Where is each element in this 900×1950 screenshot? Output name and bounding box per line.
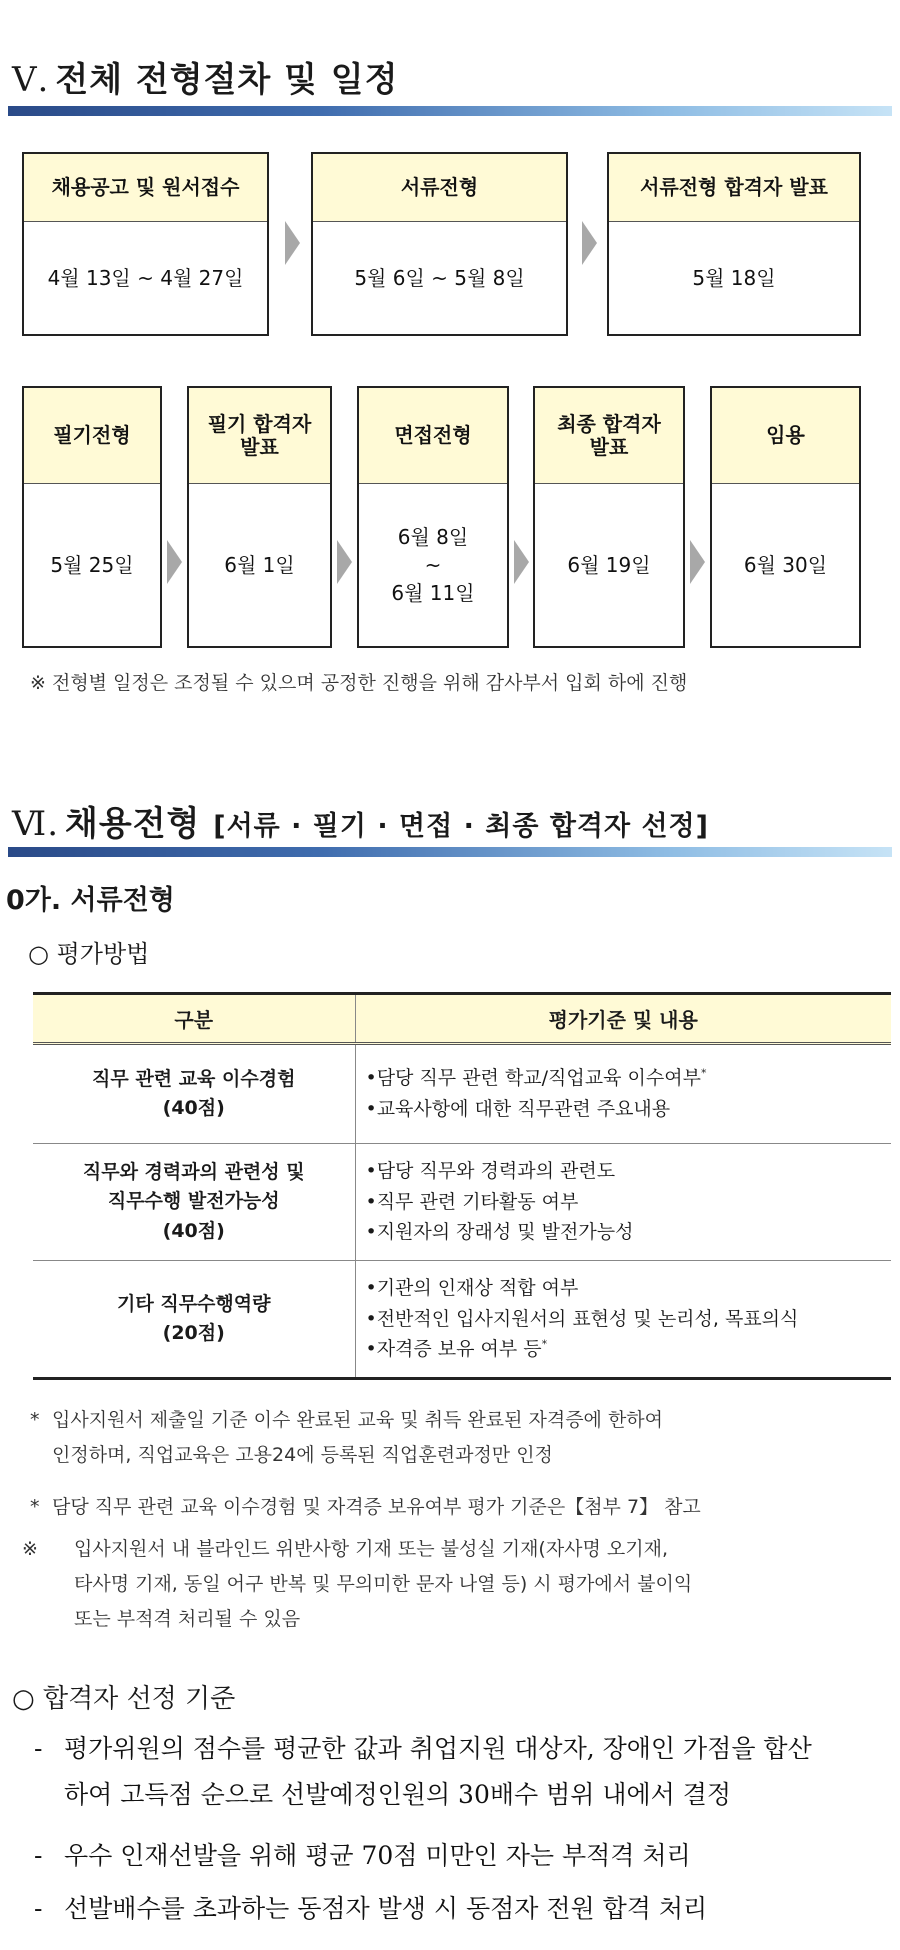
category-line: 기타 직무수행역량: [117, 1292, 271, 1315]
selection-criteria-label: ○ 합격자 선정 기준: [12, 1684, 236, 1714]
item-line: •교육사항에 대한 직무관련 주요내용: [365, 1098, 671, 1120]
arrow-right-icon: [167, 540, 182, 584]
process-step-date: 6월 30일: [743, 553, 828, 577]
footnote-line: 또는 부적격 처리될 수 있음: [74, 1607, 301, 1630]
process-step-date: 5월 18일: [692, 266, 776, 290]
table-row: [33, 1044, 891, 1144]
category-line: (20점): [162, 1322, 225, 1344]
evaluation-method-label: ○ 평가방법: [28, 940, 150, 968]
section-6-number: Ⅵ.: [12, 804, 60, 844]
process-step-date: [359, 484, 507, 646]
item-line: •지원자의 장래성 및 발전가능성: [365, 1221, 634, 1244]
table-row: [33, 1261, 891, 1379]
category-line: (40점): [162, 1097, 225, 1119]
criteria-mark: -: [34, 1894, 43, 1923]
section-5-title: [12, 52, 398, 101]
footnote-line: 입사지원서 내 블라인드 위반사항 기재 또는 불성실 기재(자사명 오기재,: [74, 1538, 669, 1560]
footnote-mark: *: [30, 1409, 40, 1431]
item-line: •담당 직무와 경력과의 관련도: [365, 1159, 616, 1182]
table-header-row: [33, 994, 891, 1044]
process-step-header: [712, 388, 859, 484]
footnote-mark: *: [30, 1496, 40, 1518]
footnote-mark: ※: [22, 1538, 38, 1560]
process-step-appointment: [710, 386, 861, 648]
criteria-line: 선발배수를 초과하는 동점자 발생 시 동점자 전원 합격 처리: [64, 1894, 708, 1923]
process-step-final-result: [533, 386, 685, 648]
category-line: 직무와 경력과의 관련성 및: [82, 1160, 305, 1183]
asterisk-mark: *: [541, 1338, 548, 1352]
process-step-document-screening: [311, 152, 568, 336]
section-6-title-text: 채용전형: [65, 804, 201, 844]
section-6-subtitle: [서류 · 필기 · 면접 · 최종 합격자 선정]: [213, 811, 709, 842]
date-line: 6월 8일: [397, 525, 469, 549]
date-line: 6월 11일: [391, 581, 475, 605]
asterisk-mark: *: [700, 1066, 707, 1080]
process-step-header: 서류전형 합격자 발표: [609, 154, 859, 222]
item-line: •직무 관련 기타활동 여부: [365, 1190, 579, 1213]
header-line: 필기 합격자: [207, 411, 312, 436]
process-step-written-result: [187, 386, 332, 648]
criteria-line: 하여 고득점 순으로 선발예정인원의 30배수 범위 내에서 결정: [64, 1780, 732, 1809]
arrow-right-icon: [582, 221, 597, 265]
footnote-line: 담당 직무 관련 교육 이수경험 및 자격증 보유여부 평가 기준은【첨부 7】 참고: [52, 1496, 701, 1518]
process-step-header: [24, 388, 160, 484]
date-line: ~: [424, 553, 442, 577]
schedule-note: ※ 전형별 일정은 조정될 수 있으며 공정한 진행을 위해 감사부서 입회 하에 진행: [30, 672, 688, 694]
table-cell-items: [355, 1261, 891, 1379]
process-step-date: 4월 13일 ~ 4월 27일: [47, 266, 244, 290]
process-step-date: 5월 6일 ~ 5월 8일: [354, 266, 525, 290]
table-cell-category: [33, 1144, 355, 1261]
item-line: [366, 1063, 882, 1094]
process-step-header: 채용공고 및 원서접수: [24, 154, 267, 222]
footnote-line: 타사명 기재, 동일 어구 반복 및 무의미한 문자 나열 등) 시 평가에서 불이익: [74, 1572, 693, 1595]
table-header: 구분: [33, 994, 355, 1044]
section-5-divider: [8, 106, 892, 116]
footnote-line: 인정하며, 직업교육은 고용24에 등록된 직업훈련과정만 인정: [52, 1443, 553, 1466]
arrow-right-icon: [690, 540, 705, 584]
subsection-document-screening: 0가. 서류전형: [6, 885, 175, 916]
process-step-header: [189, 388, 330, 484]
process-step-written-test: [22, 386, 162, 648]
section-6-divider: [8, 847, 892, 857]
criteria-item: [34, 1886, 707, 1932]
table-cell-items: [355, 1144, 891, 1261]
process-step-date: 5월 25일: [50, 553, 134, 577]
category-line: 직무 관련 교육 이수경험: [92, 1067, 296, 1090]
criteria-item: [34, 1726, 812, 1818]
process-step-date: 6월 1일: [224, 553, 295, 577]
footnote-line: 입사지원서 제출일 기준 이수 완료된 교육 및 취득 완료된 자격증에 한하여: [52, 1409, 664, 1431]
header-line: 발표: [240, 434, 279, 459]
criteria-item: [34, 1833, 691, 1879]
footnote: [30, 1403, 663, 1473]
process-step-application: [22, 152, 269, 336]
category-line: (40점): [162, 1219, 225, 1242]
process-step-header: [359, 388, 507, 484]
criteria-mark: -: [34, 1841, 43, 1870]
header-line: 필기전형: [53, 423, 131, 447]
table-row: [33, 1144, 891, 1261]
process-step-header: [535, 388, 683, 484]
process-step-document-result: [607, 152, 861, 336]
evaluation-table: [33, 992, 891, 1380]
section-5-title-text: 전체 전형절차 및 일정: [55, 60, 399, 100]
section-5-number: Ⅴ.: [12, 60, 50, 100]
arrow-right-icon: [514, 540, 529, 584]
process-step-header: 서류전형: [313, 154, 566, 222]
process-step-date: 6월 19일: [567, 553, 651, 577]
item-line: •기관의 인재상 적합 여부: [365, 1276, 579, 1299]
table-cell-category: [33, 1044, 355, 1144]
footnote: [22, 1532, 692, 1637]
item-line: [366, 1334, 882, 1365]
category-line: 직무수행 발전가능성: [107, 1190, 280, 1213]
item-text: •담당 직무 관련 학교/직업교육 이수여부: [365, 1067, 701, 1090]
section-6-title: [12, 796, 709, 845]
item-line: •전반적인 입사지원서의 표현성 및 논리성, 목표의식: [365, 1307, 799, 1330]
footnote: [30, 1490, 701, 1525]
arrow-right-icon: [337, 540, 352, 584]
criteria-line: 우수 인재선발을 위해 평균 70점 미만인 자는 부적격 처리: [64, 1841, 691, 1870]
table-cell-items: [355, 1044, 891, 1144]
criteria-line: 평가위원의 점수를 평균한 값과 취업지원 대상자, 장애인 가점을 합산: [64, 1734, 812, 1763]
process-step-interview: [357, 386, 509, 648]
criteria-mark: -: [34, 1734, 43, 1763]
arrow-right-icon: [285, 221, 300, 265]
header-line: 최종 합격자: [557, 411, 661, 436]
table-cell-category: [33, 1261, 355, 1379]
header-line: 발표: [589, 434, 629, 459]
header-line: 임용: [766, 423, 805, 447]
table-header: 평가기준 및 내용: [355, 994, 891, 1044]
item-text: •자격증 보유 여부 등: [365, 1338, 542, 1361]
header-line: 면접전형: [394, 423, 472, 447]
